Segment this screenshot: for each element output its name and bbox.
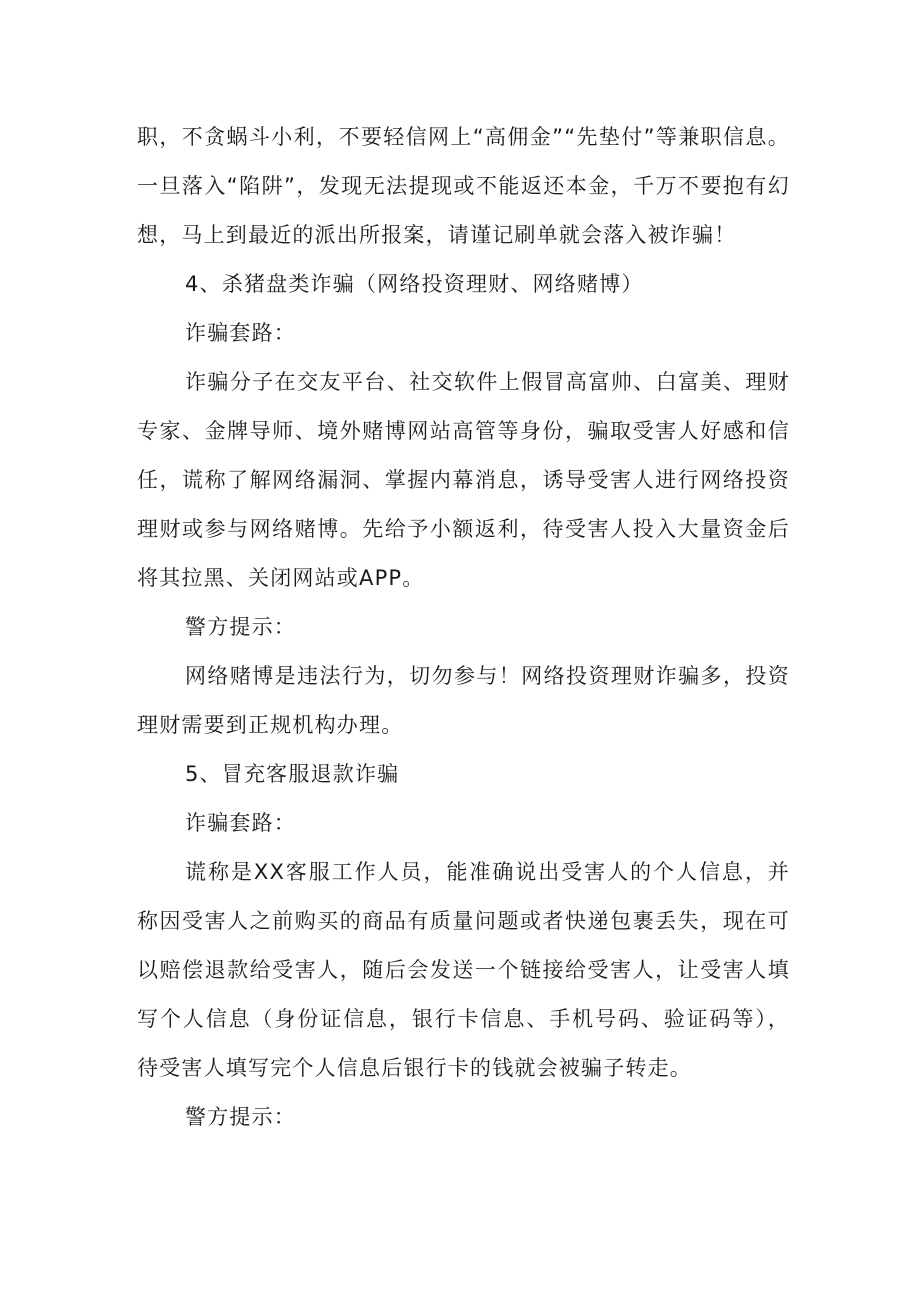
paragraph-scam-method-description: 诈骗分子在交友平台、社交软件上假冒高富帅、白富美、理财专家、金牌导师、境外赌博网站高管等身份，骗取受害人好感和信任，谎称了解网络漏洞、掌握内幕消息，诱导受害人进行网络投资理财或参与网络赌博。先给予小额返利，待受害人投入大量资金后将其拉黑、关闭网站或APP。 xyxy=(137,370,790,590)
paragraph-police-tip-gambling: 网络赌博是违法行为，切勿参与！网络投资理财诈骗多，投资理财需要到正规机构办理。 xyxy=(137,664,790,737)
paragraph-refund-scam-description: 谎称是XX客服工作人员，能准确说出受害人的个人信息，并称因受害人之前购买的商品有质量问题或者快递包裹丢失，现在可以赔偿退款给受害人，随后会发送一个链接给受害人，让受害人填写个人信息（身份证信息，银行卡信息、手机号码、验证码等），待受害人填写完个人信息后银行卡的钱就会被骗子转走。 xyxy=(137,860,790,1080)
subheading-scam-method: 诈骗套路： xyxy=(185,321,296,345)
paragraph-part-time-job-warning: 职，不贪蜗斗小利，不要轻信网上“高佣金”“先垫付”等兼职信息。一旦落入“陷阱”，发现无法提现或不能返还本金，千万不要抱有幻想，马上到最近的派出所报案，请谨记刷单就会落入被诈骗！ xyxy=(137,125,790,247)
subheading-scam-method-2: 诈骗套路： xyxy=(185,811,296,835)
section-heading-pig-butchering-scam: 4、杀猪盘类诈骗（网络投资理财、网络赌博） xyxy=(185,272,644,296)
subheading-police-tip-2: 警方提示： xyxy=(185,1105,296,1129)
subheading-police-tip: 警方提示： xyxy=(185,615,296,639)
section-heading-fake-customer-service: 5、冒充客服退款诈骗 xyxy=(185,762,400,786)
document-body xyxy=(137,113,790,1142)
